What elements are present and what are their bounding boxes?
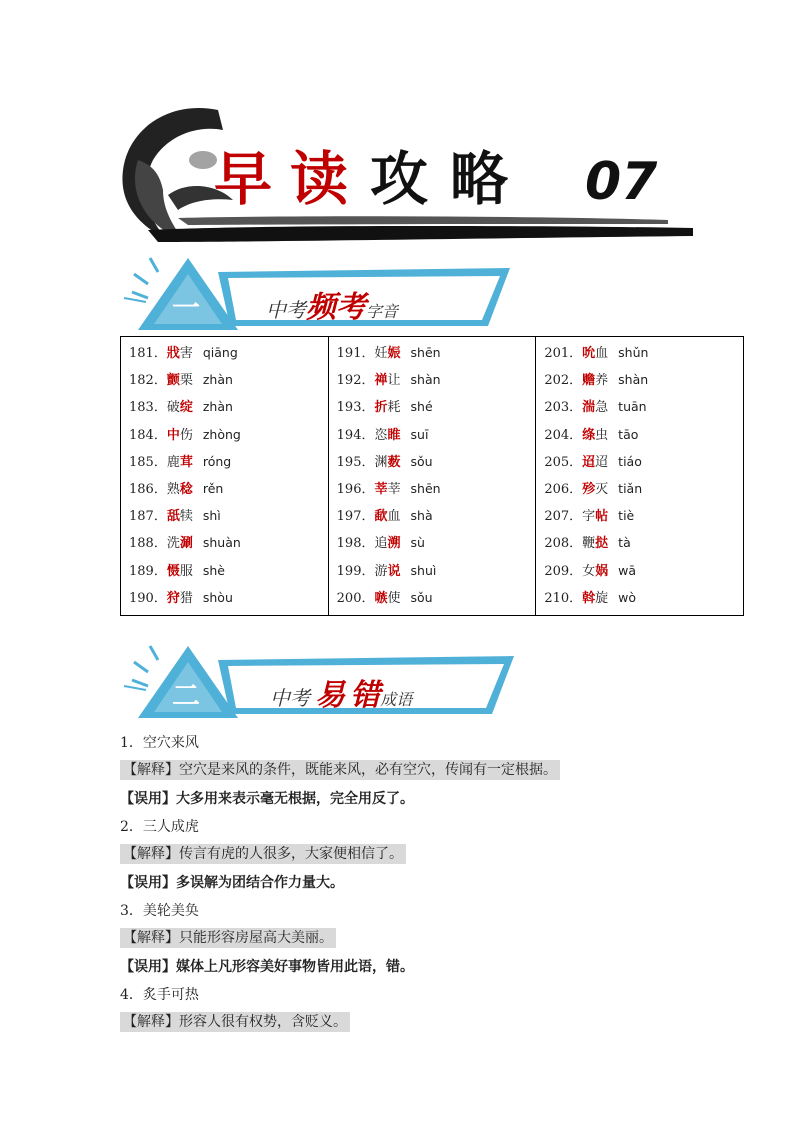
word-rest: 伤: [179, 427, 193, 443]
pinyin-reading: qiāng: [202, 345, 238, 360]
word-rest: 害: [179, 346, 193, 361]
highlight-char: 折: [374, 400, 388, 416]
highlight-char: 颤: [166, 373, 180, 389]
word-rest: 让: [387, 373, 401, 389]
word-rest: 犊: [179, 509, 193, 525]
entry-number: 199．: [336, 563, 375, 579]
highlight-char: 溯: [387, 536, 401, 552]
entry-number: 204．: [544, 427, 583, 443]
entry-number: 206．: [544, 481, 583, 497]
section1-header: [118, 250, 518, 340]
entry-number: 186．: [129, 481, 167, 497]
idiom-misuse: 【误用】多误解为团结合作力量大。: [120, 875, 344, 891]
entry-number: 198．: [336, 536, 375, 552]
pinyin-entry: [337, 557, 536, 584]
highlight-char: 狩: [166, 590, 180, 606]
word: 破绽: [166, 400, 193, 416]
idiom-list: [120, 730, 740, 1036]
word: 字帖: [582, 509, 609, 525]
pinyin-reading: sǒu: [410, 453, 433, 469]
word-rest: 虫: [595, 427, 609, 443]
pinyin-entry: [337, 366, 536, 393]
word: 女娲: [582, 563, 609, 579]
highlight-char: 中: [166, 427, 180, 443]
entry-number: 202．: [544, 373, 583, 389]
word-rest: 使: [387, 590, 401, 606]
highlight-char: 绽: [179, 400, 193, 416]
highlight-char: 歃: [374, 509, 388, 525]
word-rest: 迢: [595, 454, 609, 470]
idiom-title: 3．美轮美奂: [120, 903, 199, 919]
pinyin-entry: [544, 584, 743, 611]
entry-number: 191．: [336, 346, 375, 361]
pinyin-entry: [544, 475, 743, 502]
word: 游说: [374, 563, 401, 579]
idiom-title: 1．空穴来风: [120, 735, 199, 751]
pinyin-entry: [544, 366, 743, 393]
pinyin-reading: shàn: [410, 372, 441, 388]
pinyin-reading: shēn: [410, 480, 441, 496]
entry-number: 183．: [129, 400, 167, 416]
highlight-char: 殄: [582, 481, 596, 497]
word-rest: 血: [387, 509, 401, 525]
entry-number: 192．: [336, 373, 375, 389]
entry-number: 185．: [129, 454, 167, 470]
pinyin-entry: [129, 421, 328, 448]
entry-number: 196．: [336, 481, 375, 497]
entry-number: 203．: [544, 400, 583, 416]
entry-number: 190．: [129, 590, 167, 606]
word-rest: 血: [595, 346, 609, 361]
pinyin-column-3: [536, 337, 744, 616]
entry-number: 200．: [336, 590, 375, 606]
pinyin-reading: shēn: [410, 345, 441, 360]
highlight-char: 赡: [582, 373, 596, 389]
pinyin-entry: [129, 584, 328, 611]
pinyin-reading: shuàn: [202, 535, 241, 551]
pinyin-entry: [544, 393, 743, 420]
idiom-misuse: 【误用】媒体上凡形容美好事物皆用此语，错。: [120, 959, 414, 975]
pinyin-entry: [129, 557, 328, 584]
highlight-char: 帖: [595, 509, 609, 525]
pinyin-reading: tiáo: [618, 453, 642, 469]
title-char-1: 早: [214, 145, 273, 213]
idiom-explanation: 【解释】空穴是来风的条件，既能来风，必有空穴，传闻有一定根据。: [120, 760, 560, 780]
pinyin-column-1: [121, 337, 329, 616]
section1-title: 中考频考字音: [266, 290, 399, 325]
pinyin-entry: [337, 448, 536, 475]
entry-number: 197．: [336, 509, 375, 525]
pinyin-entry: [129, 448, 328, 475]
pinyin-entry: [337, 393, 536, 420]
entry-number: 189．: [129, 563, 167, 579]
word-rest: 耗: [387, 400, 401, 416]
pinyin-entry: [544, 502, 743, 529]
pinyin-reading: rěn: [202, 480, 224, 496]
pinyin-entry: [337, 529, 536, 556]
pinyin-entry: [129, 393, 328, 420]
word: 熟稔: [166, 481, 193, 497]
pinyin-entry: [544, 529, 743, 556]
pinyin-reading: tiè: [618, 508, 635, 524]
highlight-char: 湍: [582, 400, 596, 416]
word: 追溯: [374, 536, 401, 552]
pinyin-reading: wò: [618, 589, 637, 605]
pinyin-reading: shuì: [410, 562, 437, 578]
section2-header: [118, 638, 518, 728]
pinyin-reading: sǒu: [410, 589, 433, 605]
highlight-char: 戕: [166, 346, 180, 361]
highlight-char: 睢: [387, 427, 401, 443]
pinyin-reading: shàn: [618, 372, 649, 388]
pinyin-reading: tuān: [618, 399, 647, 415]
pinyin-entry: [129, 366, 328, 393]
pinyin-entry: [129, 339, 328, 366]
entry-number: 187．: [129, 509, 167, 525]
highlight-char: 说: [387, 563, 401, 579]
pinyin-reading: suī: [410, 426, 429, 442]
idiom-title: 4．炙手可热: [120, 987, 199, 1003]
pinyin-entry: [544, 557, 743, 584]
entry-number: 194．: [336, 427, 375, 443]
word-rest: 栗: [179, 373, 193, 389]
entry-number: 210．: [544, 590, 583, 606]
pinyin-reading: sù: [410, 535, 425, 551]
pinyin-entry: [129, 475, 328, 502]
entry-number: 207．: [544, 509, 583, 525]
highlight-char: 嗾: [374, 590, 388, 606]
word-rest: 猎: [179, 590, 193, 606]
word: 恣睢: [374, 427, 401, 443]
word-rest: 灭: [595, 481, 609, 497]
entry-number: 208．: [544, 536, 583, 552]
highlight-char: 绦: [582, 427, 596, 443]
entry-number: 184．: [129, 427, 167, 443]
pinyin-column-2: [328, 337, 536, 616]
entry-number: 205．: [544, 454, 583, 470]
pinyin-reading: tiǎn: [618, 480, 643, 496]
word-rest: 急: [595, 400, 609, 416]
idiom-explanation: 【解释】形容人很有权势，含贬义。: [120, 1012, 350, 1032]
entry-number: 209．: [544, 563, 583, 579]
pinyin-reading: shì: [202, 508, 221, 524]
highlight-char: 莘: [374, 481, 388, 497]
pinyin-table: [120, 336, 744, 616]
highlight-char: 吮: [582, 346, 596, 361]
highlight-char: 薮: [387, 454, 401, 470]
pinyin-reading: shè: [202, 562, 225, 578]
pinyin-entry: [337, 502, 536, 529]
title-number: 07: [585, 152, 658, 212]
word: 鹿茸: [166, 454, 193, 470]
highlight-char: 稔: [179, 481, 193, 497]
pinyin-entry: [544, 448, 743, 475]
pinyin-reading: shǔn: [618, 345, 649, 360]
pinyin-reading: zhàn: [202, 372, 233, 388]
section2-title: 中考 易 错成语: [270, 678, 413, 713]
pinyin-reading: wā: [618, 562, 637, 578]
pinyin-entry: [129, 502, 328, 529]
pinyin-reading: shà: [410, 508, 433, 524]
word: 妊娠: [374, 346, 401, 361]
pinyin-reading: tà: [618, 535, 631, 551]
entry-number: 181．: [129, 346, 167, 361]
highlight-char: 娲: [595, 563, 609, 579]
highlight-char: 娠: [387, 346, 401, 361]
highlight-char: 茸: [179, 454, 193, 470]
word: 渊薮: [374, 454, 401, 470]
highlight-char: 禅: [374, 373, 388, 389]
highlight-char: 涮: [179, 536, 193, 552]
section2-number: 二: [172, 679, 201, 712]
pinyin-reading: zhòng: [202, 426, 241, 442]
pinyin-reading: zhàn: [202, 399, 233, 415]
pinyin-entry: [337, 584, 536, 611]
pinyin-entry: [337, 339, 536, 366]
title-char-2: 读: [290, 145, 349, 213]
pinyin-entry: [337, 421, 536, 448]
pinyin-reading: shòu: [202, 589, 233, 605]
word: 洗涮: [166, 536, 193, 552]
title-char-3: 攻: [370, 145, 429, 213]
word-rest: 服: [179, 563, 193, 579]
pinyin-reading: tāo: [618, 426, 639, 442]
pinyin-reading: shé: [410, 399, 433, 415]
entry-number: 188．: [129, 536, 167, 552]
idiom-misuse: 【误用】大多用来表示毫无根据，完全用反了。: [120, 791, 414, 807]
word-rest: 莘: [387, 481, 401, 497]
word-rest: 旋: [595, 590, 609, 606]
idiom-explanation: 【解释】传言有虎的人很多，大家便相信了。: [120, 844, 406, 864]
pinyin-reading: róng: [202, 453, 232, 469]
pinyin-entry: [544, 339, 743, 366]
entry-number: 182．: [129, 373, 167, 389]
word-rest: 养: [595, 373, 609, 389]
highlight-char: 斡: [582, 590, 596, 606]
title-char-4: 略: [450, 145, 509, 213]
entry-number: 193．: [336, 400, 375, 416]
highlight-char: 挞: [595, 536, 609, 552]
highlight-char: 慑: [166, 563, 180, 579]
pinyin-entry: [337, 475, 536, 502]
word: 鞭挞: [582, 536, 609, 552]
idiom-title: 2．三人成虎: [120, 819, 199, 835]
pinyin-entry: [129, 529, 328, 556]
pinyin-entry: [544, 421, 743, 448]
highlight-char: 迢: [582, 454, 596, 470]
highlight-char: 舐: [166, 509, 180, 525]
idiom-explanation: 【解释】只能形容房屋高大美丽。: [120, 928, 336, 948]
entry-number: 201．: [544, 346, 583, 361]
entry-number: 195．: [336, 454, 375, 470]
section1-number: 一: [172, 291, 201, 324]
